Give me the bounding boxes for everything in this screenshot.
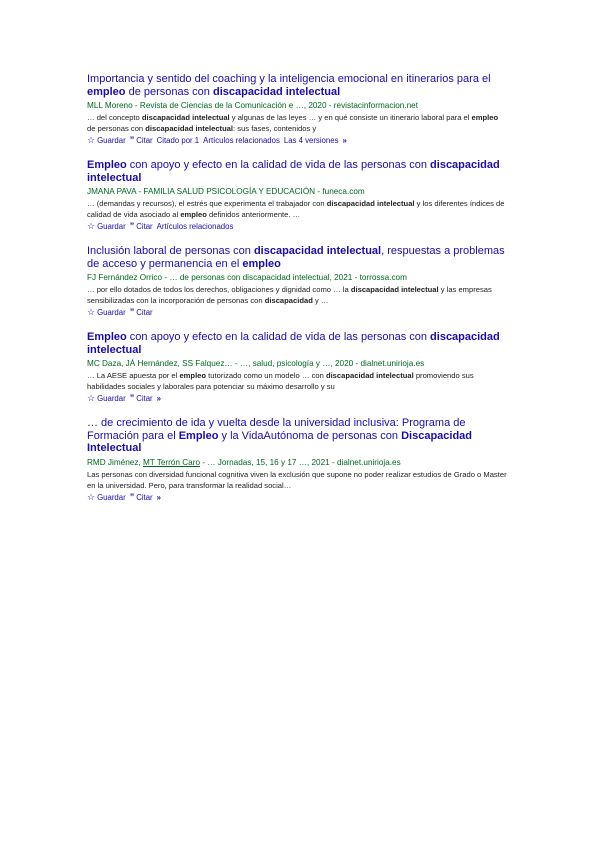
meta-text: - … Jornadas, 15, 16 y 17 …, 2021 - dialnet.unirioja.es [200, 457, 401, 467]
result-source-meta: MLL Moreno - Revista de Ciencias de la Comunicación e …, 2020 - revistacinformacion.net [87, 101, 418, 110]
result-title-segment: y la VidaAutónoma de personas con [218, 429, 402, 442]
snippet-segment: discapacidad intelectual [326, 199, 415, 208]
result-title-segment: discapacidad intelectual [87, 159, 500, 184]
search-result [87, 331, 507, 404]
cite-button[interactable] [130, 222, 153, 231]
snippet-segment: y … [312, 296, 329, 305]
result-title-segment: con apoyo y efecto en la calidad de vida de las personas con [126, 159, 431, 171]
action-label: Citar [136, 394, 153, 403]
snippet-segment: de personas con [87, 124, 146, 133]
snippet-segment: discapacidad intelectual [145, 124, 234, 133]
result-snippet [87, 469, 507, 491]
quote-icon: ” [129, 491, 135, 502]
save-button[interactable] [87, 136, 126, 145]
snippet-segment: : sus fases, contenidos y [233, 124, 317, 133]
result-action-link[interactable] [203, 136, 280, 145]
result-title-segment: discapacidad intelectual [87, 331, 500, 356]
snippet-segment: discapacidad intelectual [350, 285, 439, 294]
action-label: Guardar [97, 492, 126, 502]
result-action-link[interactable] [284, 136, 339, 145]
action-label: Artículos relacionados [203, 136, 280, 145]
save-button[interactable] [87, 308, 126, 317]
cite-button[interactable] [130, 394, 153, 403]
result-title-segment: empleo [242, 257, 281, 270]
snippet-segment: empleo [180, 210, 207, 219]
result-title-segment: Inclusión laboral de personas con [87, 245, 254, 257]
star-outline-icon: ☆ [87, 491, 96, 502]
action-label: Artículos relacionados [156, 222, 234, 231]
cite-button[interactable] [130, 493, 153, 502]
result-title-segment: Empleo [87, 159, 127, 171]
result-source-meta: FJ Fernández Orrico - … de personas con discapacidad intelectual, 2021 - torrossa.com [87, 273, 407, 282]
result-actions [87, 135, 507, 146]
action-label: Citar [136, 308, 153, 317]
result-title-segment: discapacidad intelectual [212, 85, 341, 98]
result-title-segment: discapacidad intelectual [253, 245, 382, 257]
search-result [87, 73, 507, 146]
result-snippet [87, 198, 507, 220]
action-label: Citado por 1 [156, 136, 200, 145]
action-label: Guardar [97, 394, 126, 403]
result-title-link[interactable] [87, 159, 507, 184]
snippet-segment: Las personas con diversidad funcional cognitiva viven la exclusión que supone no poder realizar estudios de Grado o Master en la universidad. Pero, para transformar la realidad social… [87, 469, 507, 490]
result-snippet [87, 112, 507, 134]
snippet-segment: y algunas de las leyes … y en qué consiste un itinerario laboral para el [229, 113, 472, 122]
result-snippet [87, 370, 507, 392]
snippet-segment: y las empresas sensibilizadas con la incorporación de personas con [87, 285, 492, 305]
result-title-segment: Importancia y sentido del coaching y la inteligencia emocional en itinerarios para el [87, 73, 491, 85]
snippet-segment: … La AESE apuesta por el [87, 371, 180, 380]
result-action-link[interactable] [157, 136, 199, 145]
search-result [87, 159, 507, 232]
result-title-segment: Empleo [87, 331, 127, 343]
save-button[interactable] [87, 222, 126, 231]
action-label: Guardar [97, 222, 126, 231]
cite-button[interactable] [130, 136, 153, 145]
snippet-segment: discapacidad intelectual [141, 113, 230, 122]
search-result [87, 245, 507, 318]
result-title-segment: empleo [87, 85, 126, 98]
save-button[interactable] [87, 493, 126, 502]
snippet-segment: tutorizado como un modelo … con [206, 371, 326, 380]
result-action-link[interactable] [157, 222, 234, 231]
search-results-list [87, 73, 507, 516]
snippet-segment: empleo [471, 113, 499, 122]
result-actions [87, 221, 507, 232]
snippet-segment: … (demandas y recursos), el estrés que experimenta el trabajador con [87, 199, 327, 208]
action-label: Citar [136, 136, 153, 145]
snippet-segment: … del concepto [87, 113, 142, 122]
snippet-segment: empleo [179, 371, 207, 380]
cite-button[interactable] [130, 308, 153, 317]
star-outline-icon: ☆ [87, 221, 96, 231]
result-title-link[interactable] [87, 73, 507, 98]
result-actions [87, 492, 507, 503]
action-label: Citar [136, 492, 153, 502]
author-link[interactable]: MT Terrón Caro [142, 457, 200, 467]
result-title-link[interactable] [87, 417, 507, 455]
result-title-segment: Empleo [178, 429, 219, 442]
snippet-segment: y los diferentes índices de calidad de vida asociado al [87, 199, 505, 219]
star-outline-icon: ☆ [87, 135, 96, 145]
action-label: Guardar [97, 308, 126, 317]
snippet-segment: definidos anteriormente. … [206, 210, 301, 219]
result-title-link[interactable] [87, 331, 507, 356]
result-source-meta: MC Daza, JÁ Hernández, SS Falquez… - …, salud, psicología y …, 2020 - dialnet.unirioja.es [87, 359, 425, 368]
action-label: Las 4 versiones [283, 136, 339, 145]
star-outline-icon: ☆ [87, 307, 96, 317]
result-source-meta: JMANA PAVA - FAMILIA SALUD PSICOLOGÍA Y EDUCACIÓN - funeca.com [87, 187, 365, 196]
double-chevron-icon[interactable]: » [342, 136, 347, 145]
result-title-segment: … de crecimiento de ida y vuelta desde la universidad inclusiva: Programa de Formación para el [87, 417, 466, 442]
action-label: Citar [136, 222, 153, 231]
save-button[interactable] [87, 394, 126, 403]
double-chevron-icon[interactable]: » [156, 492, 161, 502]
snippet-segment: … por ello dotados de todos los derechos, obligaciones y dignidad como … la [87, 285, 351, 294]
result-source-meta [87, 457, 507, 468]
quote-icon: ” [129, 221, 135, 231]
result-title-segment: de personas con [125, 85, 213, 98]
result-actions [87, 393, 507, 404]
quote-icon: ” [129, 135, 135, 145]
search-result [87, 417, 507, 503]
double-chevron-icon[interactable]: » [156, 394, 161, 403]
result-title-segment: , respuestas a problemas de acceso y permanencia en el [87, 245, 505, 270]
star-outline-icon: ☆ [87, 393, 96, 403]
quote-icon: ” [129, 393, 135, 403]
quote-icon: ” [129, 307, 135, 317]
meta-text: RMD Jiménez, [87, 457, 143, 467]
result-title-segment: Discapacidad Intelectual [87, 429, 473, 454]
result-actions [87, 307, 507, 318]
snippet-segment: discapacidad intelectual [325, 371, 414, 380]
snippet-segment: discapacidad [264, 296, 313, 305]
result-snippet [87, 284, 507, 306]
action-label: Guardar [97, 136, 126, 145]
result-title-segment: con apoyo y efecto en la calidad de vida de las personas con [126, 331, 431, 343]
snippet-segment: promoviendo sus habilidades sociales y laborales para potenciar su máximo desarrollo y su [87, 371, 474, 391]
result-title-link[interactable] [87, 245, 507, 270]
